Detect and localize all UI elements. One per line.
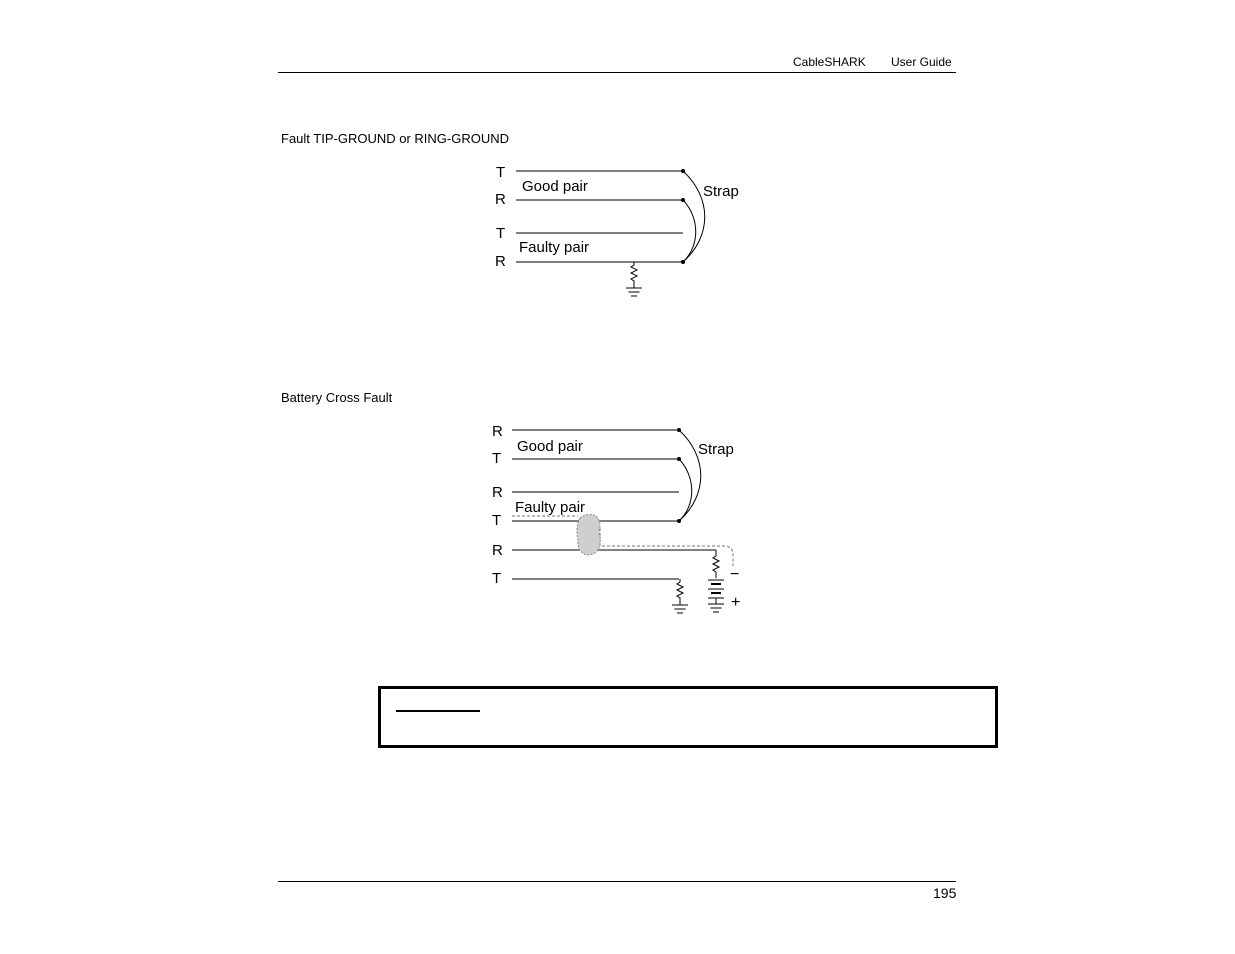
battery-icon bbox=[708, 580, 724, 612]
footer-rule bbox=[278, 881, 956, 882]
fig2-faulty-pair-label: Faulty pair bbox=[515, 499, 586, 516]
fig1-label-r1: R bbox=[495, 191, 506, 208]
fig1-junction-dots bbox=[681, 169, 685, 264]
fig1-label-t2: T bbox=[496, 225, 506, 242]
fig2-strap-inner bbox=[679, 459, 692, 521]
fig2-label-r2: R bbox=[492, 484, 503, 501]
fig1-ground-resistor bbox=[626, 262, 642, 296]
battery-minus-label: − bbox=[730, 566, 740, 583]
header-doc-title: User Guide bbox=[891, 55, 952, 69]
fig2-ground-resistor bbox=[672, 579, 688, 613]
fig2-label-t3: T bbox=[492, 570, 502, 587]
fig1-strap-label: Strap bbox=[703, 183, 739, 200]
fig2-label-t2: T bbox=[492, 512, 502, 529]
fig2-label-t1: T bbox=[492, 450, 502, 467]
fig1-strap-inner bbox=[683, 200, 696, 262]
fig2-cross-path bbox=[600, 528, 733, 566]
fig1-label-r2: R bbox=[495, 253, 506, 270]
page-number: 195 bbox=[933, 885, 957, 901]
fig2-label-r3: R bbox=[492, 542, 503, 559]
fig1-strap-outer bbox=[683, 171, 705, 262]
figure1-caption: Fault TIP-GROUND or RING-GROUND bbox=[281, 131, 509, 146]
figure2-caption: Battery Cross Fault bbox=[281, 390, 393, 405]
battery-plus-label: + bbox=[731, 594, 741, 611]
note-box bbox=[378, 686, 998, 748]
fig1-good-pair-label: Good pair bbox=[522, 178, 588, 195]
fig1-faulty-pair-label: Faulty pair bbox=[519, 239, 590, 256]
fig2-junction-dots bbox=[677, 428, 681, 523]
fig2-strap-label: Strap bbox=[698, 441, 734, 458]
fig2-label-r1: R bbox=[492, 423, 503, 440]
fig1-label-t1: T bbox=[496, 164, 506, 181]
note-heading-underline bbox=[396, 710, 480, 712]
fig2-battery-resistor bbox=[713, 550, 719, 578]
cross-fault-blob bbox=[577, 514, 600, 555]
fig2-good-pair-label: Good pair bbox=[517, 438, 583, 455]
header-product: CableSHARK bbox=[793, 55, 866, 69]
